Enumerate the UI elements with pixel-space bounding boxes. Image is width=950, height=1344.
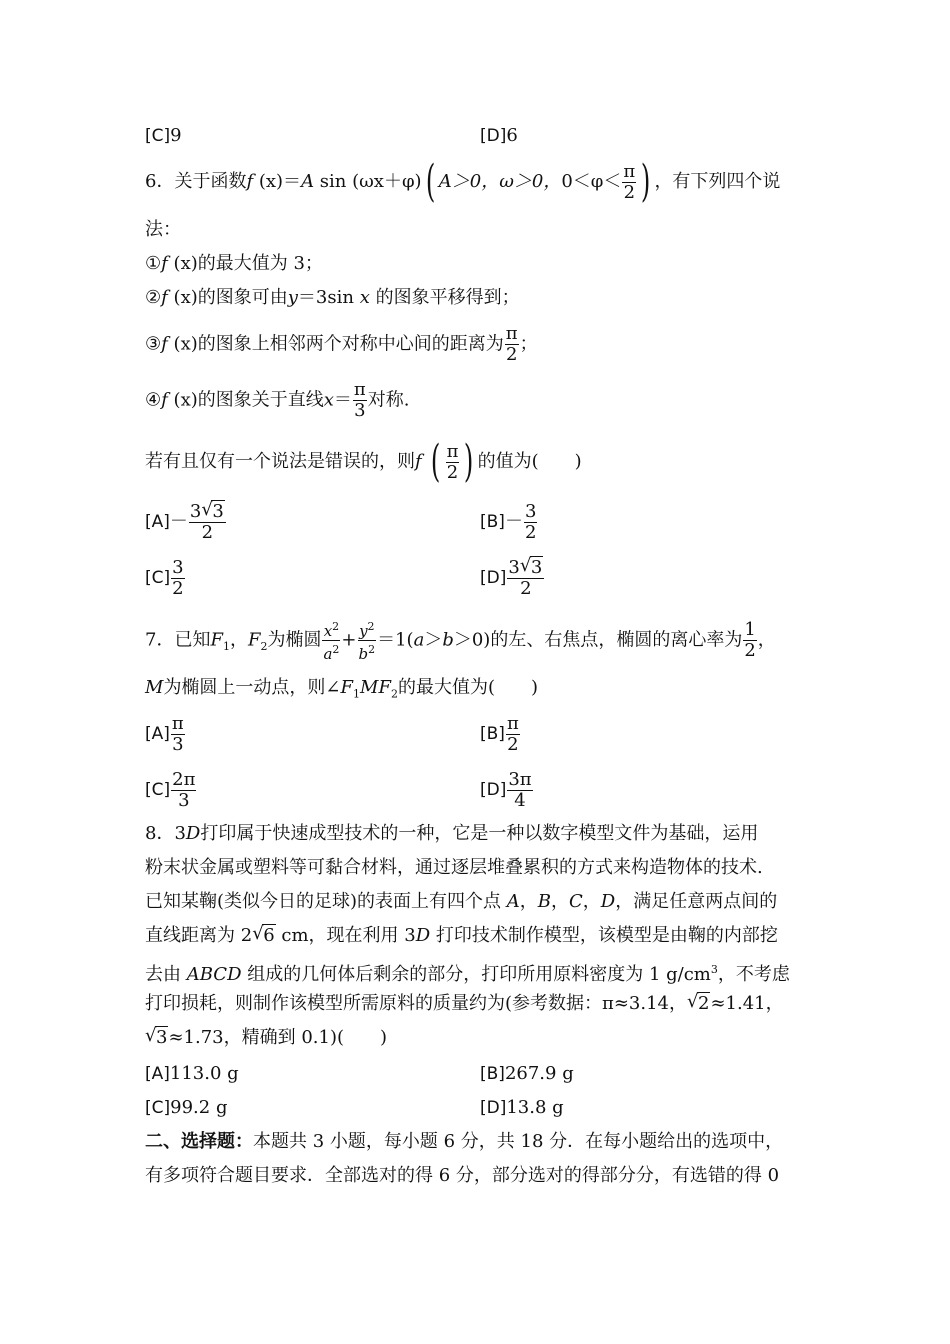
q5-option-d: [D]6 (480, 125, 518, 146)
q8-option-b: [B]267.9 g (480, 1063, 574, 1084)
q8-line-6: 打印损耗，则制作该模型所需原料的质量约为(参考数据：π≈3.14，√ 2≈1.41， (145, 992, 784, 1016)
q6-option-a: [A]－ $\frac{3√ 3}{2}$ (145, 500, 227, 544)
q8-line-5: 去由 ABCD 组成的几何体后剩余的部分，打印所用原料密度为 1 $g/cm^3$，不考虑 (145, 963, 790, 985)
q6-option-d: [D] $\frac{3√ 3}{2}$ (480, 556, 545, 600)
q6-statement-1: ①f (x)的最大值为 3； (145, 253, 323, 274)
q6-option-b: [B]－ $\frac{3}{2}$ (480, 500, 537, 543)
q5-option-c: [C]9 (145, 125, 182, 146)
q8-line-1: 8．3D打印属于快速成型技术的一种，它是一种以数字模型文件为基础，运用 (145, 823, 759, 844)
q6-ask-frac: $\frac{\pi}{2}$ (446, 440, 459, 483)
q6-stem-cont: 法： (145, 219, 181, 240)
q6-question: 若有且仅有一个说法是错误的，则f ( $\frac{\pi}{2}$ ) 的值为( ) (145, 436, 582, 487)
q6-s4-frac: $\frac{\pi}{3}$ (353, 379, 366, 421)
q8-line-7: √ 3≈1.73，精确到 0.1)( ) (145, 1026, 387, 1050)
q7-option-a: [A] $\frac{\pi}{3}$ (145, 712, 184, 755)
q8-option-d: [D]13.8 g (480, 1097, 564, 1118)
section2-text: 有多项符合题目要求．全部选对的得 6 分，部分选对的得部分分，有选错的得 0 (145, 1165, 780, 1186)
q8-line-2: 粉末状金属或塑料等可黏合材料，通过逐层堆叠累积的方式来构造物体的技术. (145, 857, 763, 878)
q8-option-c: [C]99.2 g (145, 1097, 228, 1118)
q7-stem: 7．已知$F_1$，$F_2$为椭圆 $\frac{x^2}{a^2}$ + $\frac{y^2}{b^2}$ ＝1(a＞b＞0)的左、右焦点，椭圆的离心率为 $\frac{1}{2}$ ， (145, 619, 776, 663)
section2-heading: 二、选择题：本题共 3 小题，每小题 6 分，共 18 分．在每小题给出的选项中， (145, 1131, 784, 1152)
q6-pi-over-2: $\frac{\pi}{2}$ (623, 160, 636, 203)
q7-option-c: [C] $\frac{2\pi}{3}$ (145, 768, 196, 811)
q6-s3-frac: $\frac{\pi}{2}$ (505, 323, 518, 365)
q8-line-3: 已知某鞠(类似今日的足球)的表面上有四个点 A，B，C，D，满足任意两点间的 (145, 891, 778, 912)
q6-statement-4: ④f (x)的图象关于直线x＝ $\frac{\pi}{3}$ 对称. (145, 379, 410, 421)
q7-stem-cont: M为椭圆上一动点，则$\angle F_1MF_2$的最大值为( ) (145, 677, 538, 701)
q6-option-c: [C] $\frac{3}{2}$ (145, 556, 184, 599)
q6-statement-3: ③f (x)的图象上相邻两个对称中心间的距离为 $\frac{\pi}{2}$ ； (145, 323, 538, 365)
q6-statement-2: ②f (x)的图象可由y＝3sin x 的图象平移得到； (145, 287, 520, 308)
q7-option-b: [B] $\frac{\pi}{2}$ (480, 712, 519, 755)
q8-option-a: [A]113.0 g (145, 1063, 239, 1084)
q7-option-d: [D] $\frac{3\pi}{4}$ (480, 768, 532, 811)
q6-stem: 6．关于函数f (x)＝A sin (ωx＋φ)( A＞0，ω＞0，0＜φ＜ $\frac{\pi}{2}$ ) ，有下列四个说 (145, 156, 781, 207)
q8-line-4: 直线距离为 2√ 6 cm，现在利用 3D 打印技术制作模型，该模型是由鞠的内部挖 (145, 924, 778, 948)
